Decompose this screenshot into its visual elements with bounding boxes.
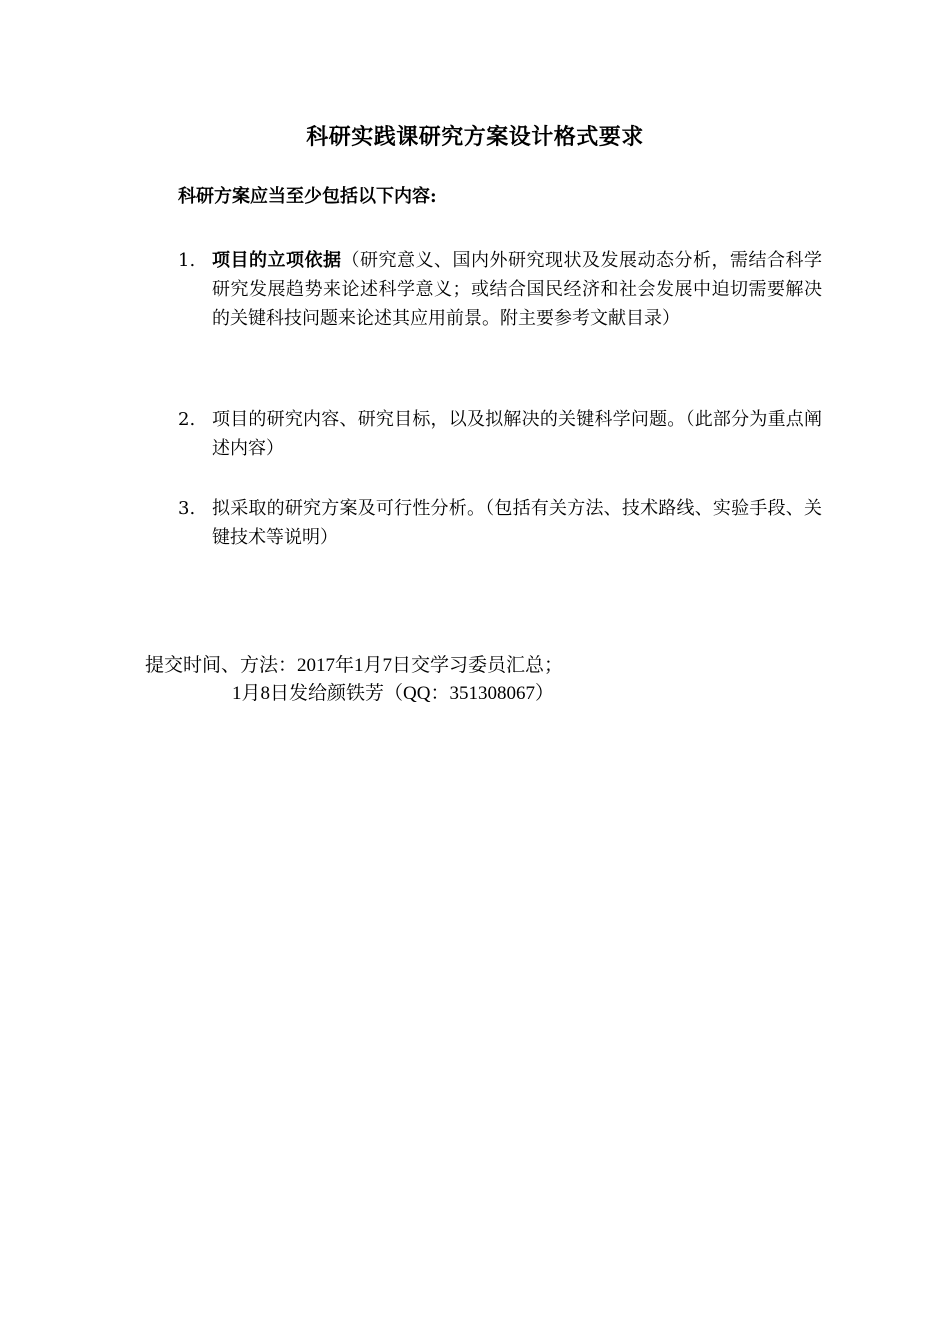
list-item-text: 拟采取的研究方案及可行性分析。（包括有关方法、技术路线、实验手段、关键技术等说明） [212, 498, 822, 548]
list-item-number: 1. [178, 250, 196, 271]
list-item-number: 2. [178, 409, 196, 430]
document-title: 科研实践课研究方案设计格式要求 [306, 125, 644, 150]
list-item-text: （研究意义、国内外研究现状及发展动态分析，需结合科学研究发展趋势来论述科学意义；或结合国民经济和社会发展中迫切需要解决的关键科技问题来论述其应用前景。附主要参考文献目录） [212, 250, 822, 329]
list-item-1 [178, 246, 838, 333]
list-item-2 [178, 405, 838, 463]
intro-text: 科研方案应当至少包括以下内容: [178, 186, 437, 207]
list-item-text: 项目的研究内容、研究目标，以及拟解决的关键科学问题。（此部分为重点阐述内容） [212, 409, 822, 459]
list-item-bold-label: 项目的立项依据 [212, 250, 342, 271]
submission-info-line-2: 1月8日发给颜铁芳（QQ：351308067） [232, 683, 554, 704]
list-item-3 [178, 494, 838, 552]
list-item-content [212, 246, 822, 333]
submission-info-line-1: 提交时间、方法：2017年1月7日交学习委员汇总； [145, 655, 564, 676]
list-item-number: 3. [178, 498, 196, 519]
list-item-content [212, 405, 822, 463]
list-item-content [212, 494, 822, 552]
